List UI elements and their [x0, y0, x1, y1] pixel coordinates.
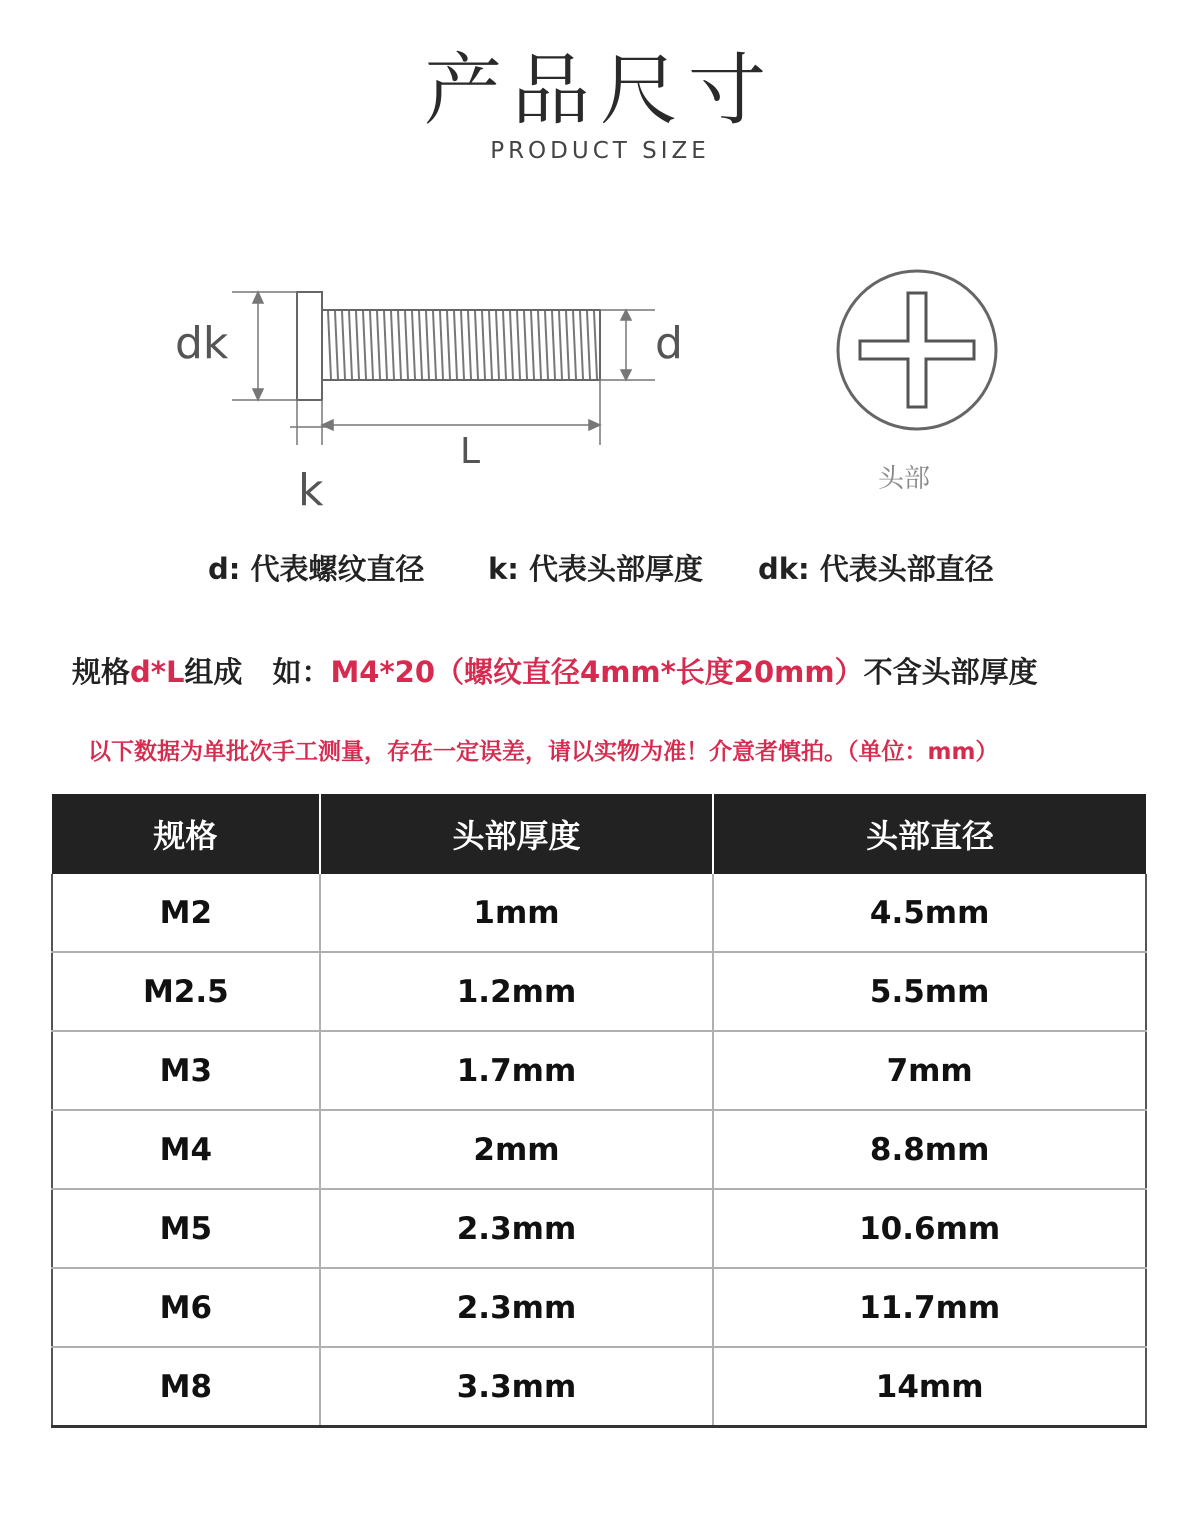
- thread-line: [370, 311, 373, 379]
- table-cell: 1mm: [320, 874, 714, 952]
- table-row: [52, 1347, 1146, 1427]
- column-header: 头部厚度: [320, 794, 714, 874]
- table-cell: M2.5: [52, 952, 320, 1031]
- table-cell: 14mm: [713, 1347, 1146, 1427]
- thread-line: [468, 311, 471, 379]
- legend-k: k: 代表头部厚度: [488, 552, 703, 586]
- label-L: L: [460, 431, 481, 472]
- table-cell: M4: [52, 1110, 320, 1189]
- thread-line: [482, 311, 485, 379]
- size-table: [51, 794, 1147, 1428]
- thread-line: [433, 311, 436, 379]
- thread-line: [328, 311, 331, 379]
- thread-line: [573, 311, 576, 379]
- legend-d: d: 代表螺纹直径: [208, 552, 425, 586]
- thread-line: [419, 311, 422, 379]
- table-cell: 2mm: [320, 1110, 714, 1189]
- column-header: 规格: [52, 794, 320, 874]
- table-cell: 10.6mm: [713, 1189, 1146, 1268]
- thread-line: [398, 311, 401, 379]
- thread-line: [405, 311, 408, 379]
- label-k: k: [298, 465, 324, 515]
- thread-line: [461, 311, 464, 379]
- thread-line: [440, 311, 443, 379]
- thread-line: [510, 311, 513, 379]
- thread-line: [503, 311, 506, 379]
- thread-line: [475, 311, 478, 379]
- thread-line: [566, 311, 569, 379]
- spec-note: 不含头部厚度: [863, 655, 1038, 689]
- label-d: d: [655, 318, 683, 369]
- thread-line: [447, 311, 450, 379]
- screw-head: [297, 292, 322, 400]
- table-row: [52, 1268, 1146, 1347]
- table-cell: 2.3mm: [320, 1268, 714, 1347]
- thread-line: [384, 311, 387, 379]
- thread-line: [391, 311, 394, 379]
- table-cell: 7mm: [713, 1031, 1146, 1110]
- legend-dk: dk: 代表头部直径: [758, 552, 994, 586]
- thread-line: [426, 311, 429, 379]
- table-cell: 1.7mm: [320, 1031, 714, 1110]
- table-row: [52, 874, 1146, 952]
- table-cell: 5.5mm: [713, 952, 1146, 1031]
- table-header-row: [52, 794, 1146, 874]
- table-cell: M6: [52, 1268, 320, 1347]
- screw-dimension-diagram: [150, 255, 1050, 515]
- thread-line: [454, 311, 457, 379]
- table-row: [52, 1189, 1146, 1268]
- thread-lines: [328, 311, 597, 379]
- thread-line: [356, 311, 359, 379]
- page-title: 产品尺寸: [423, 46, 776, 136]
- spec-formula: d*L: [130, 655, 185, 689]
- thread-line: [412, 311, 415, 379]
- thread-line: [538, 311, 541, 379]
- thread-line: [594, 311, 597, 379]
- spec-example-label: 如：: [272, 655, 331, 689]
- table-row: [52, 952, 1146, 1031]
- spec-example: M4*20（螺纹直径4mm*长度20mm）: [330, 655, 864, 689]
- table-row: [52, 1110, 1146, 1189]
- table-cell: M3: [52, 1031, 320, 1110]
- thread-line: [580, 311, 583, 379]
- table-cell: 8.8mm: [713, 1110, 1146, 1189]
- head-caption: 头部: [878, 464, 931, 494]
- table-cell: 1.2mm: [320, 952, 714, 1031]
- column-header: 头部直径: [713, 794, 1146, 874]
- table-cell: 3.3mm: [320, 1347, 714, 1427]
- table-cell: M2: [52, 874, 320, 952]
- thread-line: [496, 311, 499, 379]
- measurement-notice: 以下数据为单批次手工测量，存在一定误差，请以实物为准！介意者慎拍。（单位：mm）: [88, 739, 999, 765]
- spec-line: [72, 650, 1038, 691]
- thread-line: [524, 311, 527, 379]
- spec-prefix: 规格: [72, 655, 131, 689]
- label-dk: dk: [175, 318, 229, 369]
- thread-line: [335, 311, 338, 379]
- table-cell: 4.5mm: [713, 874, 1146, 952]
- thread-line: [559, 311, 562, 379]
- thread-line: [587, 311, 590, 379]
- thread-line: [342, 311, 345, 379]
- table-cell: 2.3mm: [320, 1189, 714, 1268]
- spec-suffix: 组成: [184, 655, 243, 689]
- table-cell: M5: [52, 1189, 320, 1268]
- thread-line: [552, 311, 555, 379]
- thread-line: [489, 311, 492, 379]
- phillips-head-icon: [838, 271, 996, 429]
- thread-line: [531, 311, 534, 379]
- table-cell: M8: [52, 1347, 320, 1427]
- page-subtitle: PRODUCT SIZE: [490, 138, 710, 164]
- thread-line: [517, 311, 520, 379]
- table-row: [52, 1031, 1146, 1110]
- thread-line: [545, 311, 548, 379]
- phillips-cross-icon: [860, 293, 974, 407]
- thread-line: [377, 311, 380, 379]
- thread-line: [349, 311, 352, 379]
- thread-line: [363, 311, 366, 379]
- table-cell: 11.7mm: [713, 1268, 1146, 1347]
